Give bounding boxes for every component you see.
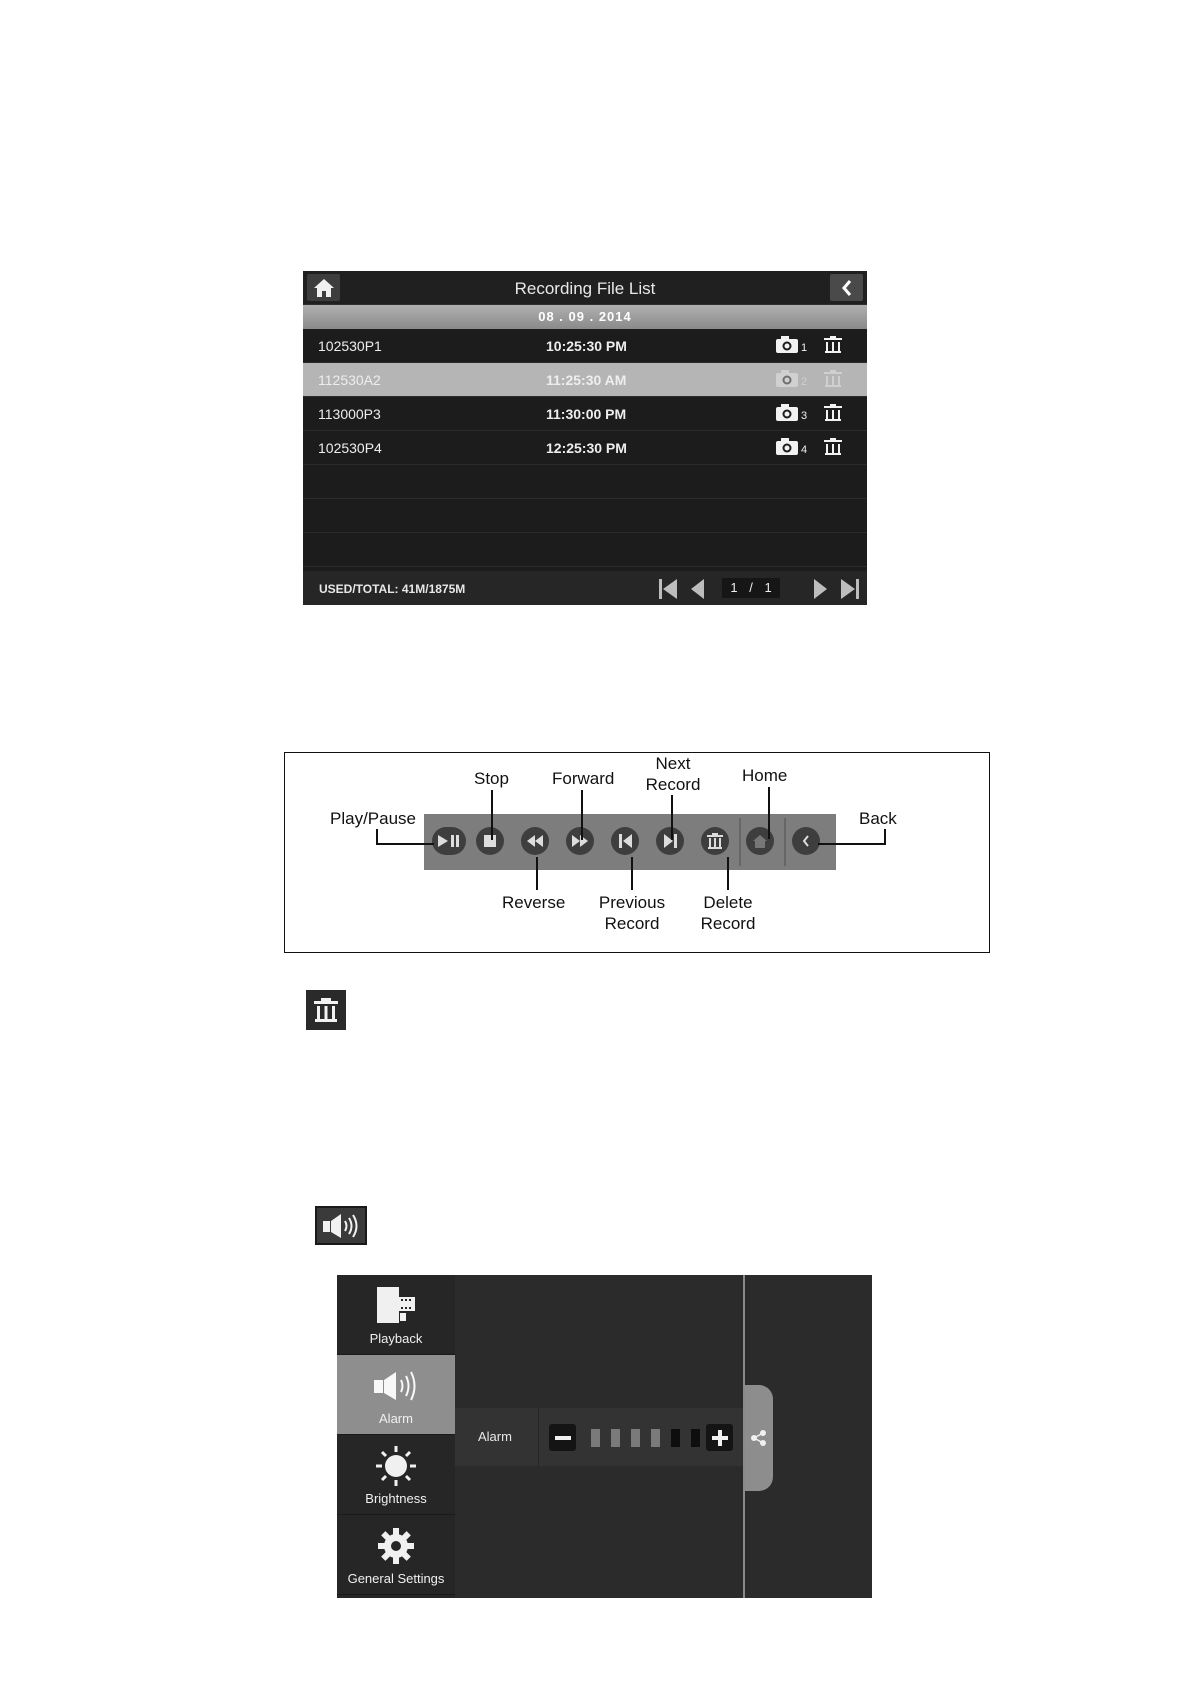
recording-time: 10:25:30 PM [546, 338, 627, 354]
page-total: 1 [764, 580, 772, 595]
alarm-volume-row [455, 1408, 743, 1466]
next-record-button[interactable] [656, 827, 684, 855]
menu-item-general-settings[interactable] [337, 1515, 455, 1595]
last-page-icon[interactable] [839, 578, 861, 600]
stop-icon [484, 835, 496, 847]
forward-button[interactable] [566, 827, 594, 855]
plus-icon [712, 1430, 728, 1446]
label-previous-record-line2: Record [604, 914, 660, 933]
trash-icon [707, 833, 723, 849]
menu-item-general-settings-label: General Settings [347, 1571, 445, 1586]
label-stop: Stop [474, 769, 509, 788]
previous-page-icon[interactable] [690, 578, 706, 600]
rewind-icon [527, 835, 543, 847]
play-pause-button[interactable] [432, 827, 466, 855]
camera-badge [776, 336, 810, 356]
speaker-icon [321, 1212, 361, 1240]
back-control-button[interactable] [792, 827, 820, 855]
delete-record-button[interactable] [701, 827, 729, 855]
reverse-button[interactable] [521, 827, 549, 855]
recording-file-list-panel [303, 271, 867, 605]
storage-usage: USED/TOTAL: 41M/1875M [319, 582, 466, 596]
playback-control-bar [424, 814, 836, 870]
gear-icon [377, 1527, 415, 1565]
play-pause-icon [437, 834, 461, 848]
label-next-record-line1: Next [655, 754, 691, 773]
volume-level-segment[interactable] [691, 1429, 700, 1447]
menu-item-brightness[interactable] [337, 1435, 455, 1515]
menu-item-playback-label: Playback [369, 1331, 423, 1346]
recording-time: 11:25:30 AM [546, 372, 627, 388]
camera-icon [776, 442, 798, 458]
delete-recording-button[interactable] [824, 438, 842, 459]
menu-item-alarm[interactable] [337, 1355, 455, 1435]
camera-icon [776, 340, 798, 356]
previous-record-button[interactable] [611, 827, 639, 855]
label-next-record [643, 753, 703, 795]
trash-icon [824, 443, 842, 459]
film-icon [374, 1287, 418, 1325]
skip-next-icon [664, 834, 677, 848]
camera-badge [776, 370, 810, 390]
delete-recording-button[interactable] [824, 370, 842, 391]
camera-icon [776, 374, 798, 390]
label-reverse: Reverse [502, 893, 566, 912]
volume-level-segment[interactable] [651, 1429, 660, 1447]
page-current: 1 [730, 580, 738, 595]
camera-number: 1 [801, 342, 808, 354]
menu-item-playback[interactable] [337, 1275, 455, 1355]
label-delete-record-line2: Record [700, 914, 756, 933]
recording-list-header [303, 271, 867, 305]
side-panel-tab[interactable] [745, 1385, 773, 1491]
label-next-record-line2: Record [645, 775, 701, 794]
home-icon [753, 835, 767, 848]
alarm-icon-sample [315, 1206, 367, 1245]
alarm-settings-panel [337, 1275, 872, 1598]
page-separator: / [749, 580, 753, 595]
delete-icon-sample [306, 990, 346, 1030]
label-delete-record-line1: Delete [703, 893, 753, 912]
empty-row [303, 499, 867, 533]
recording-filename: 102530P1 [318, 338, 382, 354]
minus-icon [555, 1430, 571, 1446]
recording-row[interactable] [303, 397, 867, 431]
camera-badge [776, 438, 810, 458]
recording-filename: 112530A2 [318, 372, 381, 388]
trash-icon [824, 375, 842, 391]
recording-filename: 113000P3 [318, 406, 381, 422]
volume-level-segment[interactable] [631, 1429, 640, 1447]
chevron-left-icon [802, 835, 810, 847]
speaker-icon [372, 1369, 420, 1403]
playback-controls-diagram [284, 752, 990, 953]
menu-item-alarm-label: Alarm [379, 1411, 413, 1426]
recording-time: 12:25:30 PM [546, 440, 627, 456]
label-previous-record-line1: Previous [598, 893, 666, 912]
recording-list-footer [303, 571, 867, 605]
back-button[interactable] [830, 274, 863, 301]
volume-level-segment[interactable] [591, 1429, 600, 1447]
camera-number: 2 [801, 376, 808, 388]
trash-icon [824, 341, 842, 357]
volume-increase-button[interactable] [706, 1424, 733, 1451]
volume-decrease-button[interactable] [549, 1424, 576, 1451]
label-home: Home [742, 766, 788, 785]
label-forward: Forward [552, 769, 615, 788]
delete-recording-button[interactable] [824, 404, 842, 425]
alarm-label: Alarm [478, 1429, 512, 1444]
menu-item-brightness-label: Brightness [365, 1491, 427, 1506]
recording-time: 11:30:00 PM [546, 406, 627, 422]
date-bar: 08 . 09 . 2014 [303, 305, 867, 329]
label-back: Back [859, 809, 897, 828]
sun-icon [375, 1445, 417, 1487]
label-delete-record [693, 892, 763, 934]
volume-level-segment[interactable] [611, 1429, 620, 1447]
stop-button[interactable] [476, 827, 504, 855]
camera-number: 3 [801, 410, 808, 422]
recording-rows [303, 329, 867, 567]
label-previous-record [595, 892, 669, 934]
share-icon [750, 1429, 768, 1447]
settings-sidebar [337, 1275, 455, 1598]
recording-row[interactable] [303, 363, 867, 397]
fast-forward-icon [572, 835, 588, 847]
chevron-left-icon [840, 279, 854, 297]
recording-list-title: Recording File List [514, 279, 656, 298]
empty-row [303, 465, 867, 499]
first-page-icon[interactable] [657, 578, 679, 600]
delete-recording-button[interactable] [824, 336, 842, 357]
camera-badge [776, 404, 810, 424]
camera-number: 4 [801, 444, 808, 456]
volume-level-segment[interactable] [671, 1429, 680, 1447]
next-page-icon[interactable] [812, 578, 828, 600]
trash-icon [313, 997, 339, 1023]
label-play-pause: Play/Pause [330, 809, 416, 828]
page-indicator [722, 578, 780, 598]
trash-icon [824, 409, 842, 425]
recording-filename: 102530P4 [318, 440, 382, 456]
recording-row[interactable] [303, 329, 867, 363]
skip-previous-icon [619, 834, 632, 848]
camera-icon [776, 408, 798, 424]
empty-row [303, 533, 867, 567]
recording-row[interactable] [303, 431, 867, 465]
